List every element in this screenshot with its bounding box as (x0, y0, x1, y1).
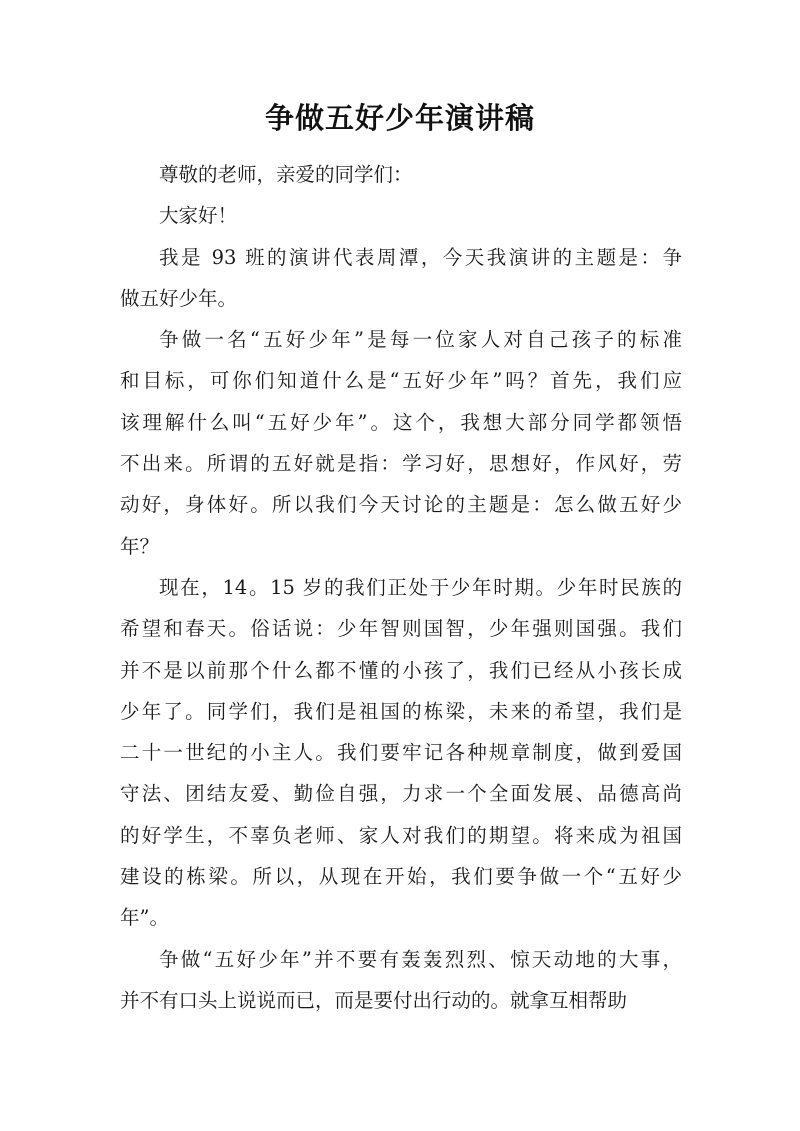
paragraph-line: 并不是以前那个什么都不懂的小孩了，我们已经从小孩长成 (120, 658, 682, 682)
paragraph-line: 做五好少年。 (120, 286, 238, 310)
paragraph-line: 该理解什么叫“五好少年”。这个，我想大部分同学都领悟 (120, 410, 682, 434)
paragraph-line: 二十一世纪的小主人。我们要牢记各种规章制度，做到爱国 (120, 741, 682, 765)
paragraph-line: 少年了。同学们，我们是祖国的栋梁，未来的希望，我们是 (120, 699, 682, 723)
paragraph-line: 争做一名“五好少年”是每一位家人对自己孩子的标准 (159, 328, 682, 352)
paragraph (120, 567, 682, 939)
paragraph-line: 守法、团结友爱、勤俭自强，力求一个全面发展、品德高尚 (120, 782, 682, 806)
paragraph (120, 195, 682, 236)
paragraph (120, 319, 682, 567)
paragraph-line: 我是 93 班的演讲代表周潭，今天我演讲的主题是：争 (159, 245, 682, 269)
paragraph-line: 动好，身体好。所以我们今天讨论的主题是：怎么做五好少 (120, 493, 682, 517)
paragraph-line: 年”。 (120, 906, 169, 930)
paragraph-line: 大家好！ (159, 204, 238, 228)
paragraph-line: 争做“五好少年”并不要有轰轰烈烈、惊天动地的大事， (159, 947, 682, 971)
paragraph-line: 希望和春天。俗话说：少年智则国智，少年强则国强。我们 (120, 617, 682, 641)
paragraph-line: 并不有口头上说说而已，而是要付出行动的。就拿互相帮助 (120, 988, 628, 1012)
document-title: 争做五好少年演讲稿 (264, 101, 535, 135)
paragraph-line: 尊敬的老师，亲爱的同学们： (159, 163, 413, 186)
paragraph-line: 和目标，可你们知道什么是“五好少年”吗？首先，我们应 (120, 369, 682, 393)
paragraph (120, 939, 682, 1022)
paragraph-line: 不出来。所谓的五好就是指：学习好，思想好，作风好，劳 (120, 452, 682, 476)
paragraph-line: 建设的栋梁。所以，从现在开始，我们要争做一个“五好少 (120, 865, 682, 889)
paragraph (120, 237, 682, 320)
document-body (120, 154, 682, 1021)
paragraph (120, 154, 682, 195)
paragraph-line: 年？ (120, 534, 160, 558)
paragraph-line: 现在，14。15 岁的我们正处于少年时期。少年时民族的 (159, 575, 682, 599)
paragraph-line: 的好学生，不辜负老师、家人对我们的期望。将来成为祖国 (120, 823, 682, 847)
